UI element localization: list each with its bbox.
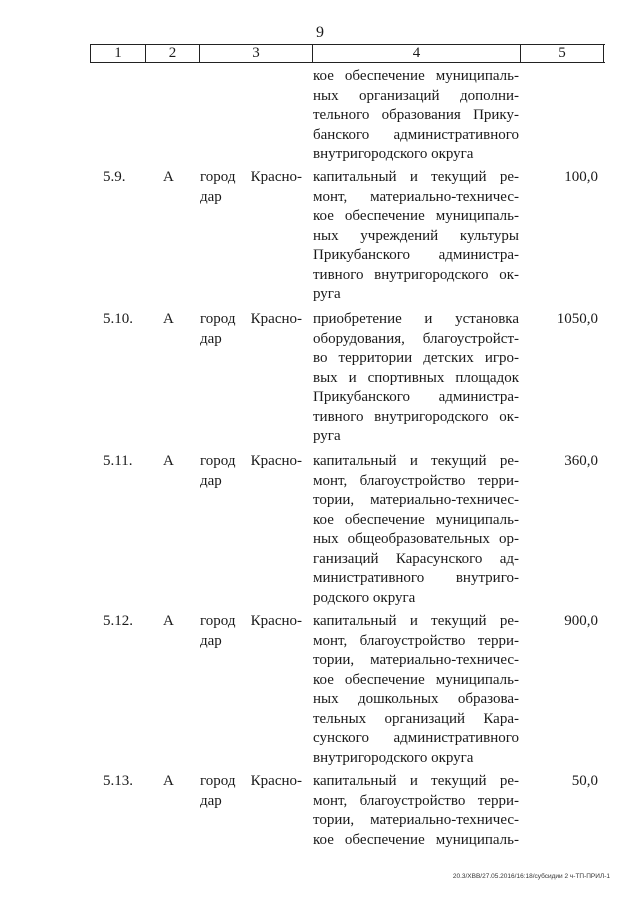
location-line: город Красно-: [200, 169, 302, 185]
column-header-3: 3: [200, 45, 313, 62]
description-line: ных организаций дополни-: [313, 87, 519, 104]
description-line: монт, благоустройство терри-: [313, 472, 519, 489]
location-line: город Красно-: [200, 613, 302, 629]
row-description: [313, 168, 519, 305]
location-line: дар: [200, 632, 222, 649]
description-line: вых и спортивных площадок: [313, 369, 519, 386]
description-line: во территории детских игро-: [313, 350, 519, 366]
row-location: [200, 612, 302, 651]
column-header-table: [90, 44, 605, 63]
row-number: 5.12.: [103, 613, 133, 629]
description-line: ганизаций Карасунского ад-: [313, 550, 519, 567]
continued-description: [313, 67, 519, 165]
description-line: тивного внутригородского ок-: [313, 408, 519, 425]
description-line: ных учреждений культуры: [313, 227, 519, 244]
description-line: приобретение и установка: [313, 311, 519, 327]
row-location: [200, 452, 302, 491]
description-line: тельных организаций Кара-: [313, 710, 519, 727]
row-description: [313, 772, 519, 850]
row-location: [200, 168, 302, 207]
description-line: Прикубанского администра-: [313, 247, 519, 263]
description-line: тивного внутригородского ок-: [313, 266, 519, 283]
description-line: ных общеобразовательных ор-: [313, 531, 519, 547]
column-header-5: 5: [521, 45, 604, 62]
description-line: монт, благоустройство терри-: [313, 632, 519, 649]
location-line: дар: [200, 472, 222, 489]
description-line: капитальный и текущий ре-: [313, 169, 519, 185]
description-line: оборудования, благоустройст-: [313, 330, 519, 347]
row-number: 5.9.: [103, 169, 126, 185]
row-amount: 100,0: [564, 169, 598, 185]
description-line: капитальный и текущий ре-: [313, 773, 519, 789]
location-line: город Красно-: [200, 453, 302, 469]
description-line: кое обеспечение муниципаль-: [313, 68, 519, 84]
document-footer-code: 20.3/ХВВ/27.05.2016/16:18/субсидии 2 ч-ТП-ПРИЛ-1: [452, 873, 610, 880]
description-line: кое обеспечение муниципаль-: [313, 511, 519, 528]
row-description: [313, 452, 519, 608]
description-line: министративного внутриго-: [313, 570, 519, 586]
row-category: А: [163, 613, 174, 629]
description-line: тории, материально-техничес-: [313, 652, 519, 668]
description-line: руга: [313, 428, 341, 444]
column-header-2: 2: [146, 45, 200, 62]
description-line: тельного образования Прику-: [313, 107, 519, 123]
description-line: монт, благоустройство терри-: [313, 792, 519, 809]
description-line: тории, материально-техничес-: [313, 492, 519, 508]
location-line: дар: [200, 330, 222, 347]
column-header-1: 1: [91, 45, 146, 62]
row-location: [200, 772, 302, 811]
description-line: внутригородского округа: [313, 749, 474, 766]
description-line: сунского административного: [313, 730, 519, 746]
row-number: 5.10.: [103, 311, 133, 327]
description-line: капитальный и текущий ре-: [313, 453, 519, 469]
page-number: 9: [316, 24, 324, 41]
description-line: тории, материально-техничес-: [313, 812, 519, 828]
row-amount: 360,0: [564, 453, 598, 469]
column-header-4: 4: [313, 45, 521, 62]
description-line: кое обеспечение муниципаль-: [313, 208, 519, 224]
row-description: [313, 310, 519, 447]
description-line: руга: [313, 286, 341, 302]
row-category: А: [163, 453, 174, 469]
location-line: город Красно-: [200, 311, 302, 327]
row-category: А: [163, 169, 174, 185]
description-line: родского округа: [313, 589, 416, 606]
row-location: [200, 310, 302, 349]
row-number: 5.13.: [103, 773, 133, 789]
description-line: кое обеспечение муниципаль-: [313, 671, 519, 688]
location-line: дар: [200, 792, 222, 809]
row-amount: 1050,0: [556, 311, 598, 327]
description-line: банского административного: [313, 126, 519, 143]
location-line: дар: [200, 188, 222, 205]
description-line: кое обеспечение муниципаль-: [313, 831, 519, 848]
row-number: 5.11.: [103, 453, 133, 469]
description-line: монт, материально-техничес-: [313, 188, 519, 205]
row-category: А: [163, 773, 174, 789]
description-line: внутригородского округа: [313, 146, 474, 162]
row-amount: 900,0: [564, 613, 598, 629]
location-line: город Красно-: [200, 773, 302, 789]
row-description: [313, 612, 519, 768]
description-line: капитальный и текущий ре-: [313, 613, 519, 629]
row-amount: 50,0: [571, 773, 598, 789]
description-line: Прикубанского администра-: [313, 389, 519, 405]
row-category: А: [163, 311, 174, 327]
description-line: ных дошкольных образова-: [313, 691, 519, 707]
